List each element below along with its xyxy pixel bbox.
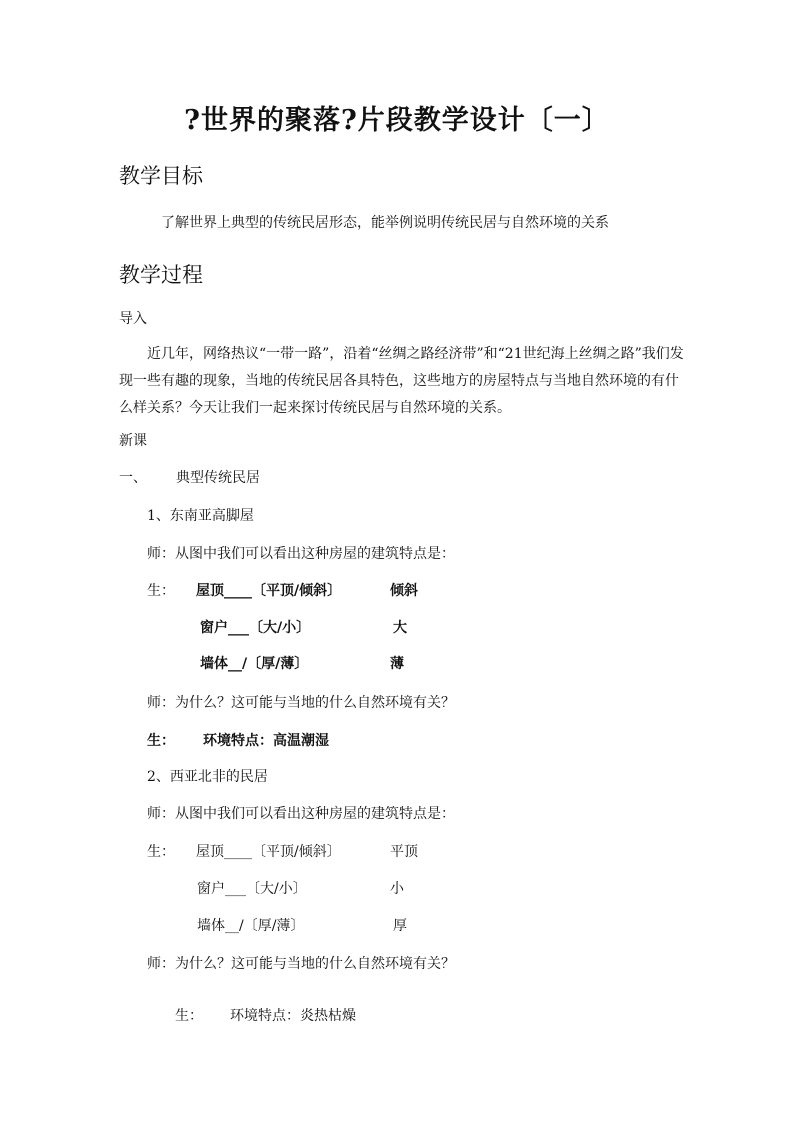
item1-title: 1、东南亚高脚屋 [147, 508, 254, 524]
item2-environment: 环境特点：炎热枯燥 [230, 1008, 356, 1024]
item2-window-answer: 小 [390, 881, 404, 897]
item1-window-label: 窗户___〔大/小〕 [200, 620, 311, 636]
part1-number: 一、 [119, 470, 147, 486]
item2-teacher-question: 师：从图中我们可以看出这种房屋的建筑特点是： [147, 806, 455, 822]
item2-wall-answer: 厚 [393, 918, 407, 934]
item1-roof-answer: 倾斜 [390, 583, 418, 599]
item1-student-label: 生： [147, 583, 175, 599]
item2-student-label-2: 生： [175, 1008, 203, 1024]
item2-roof-answer: 平顶 [390, 844, 418, 860]
item1-teacher-why: 师：为什么？这可能与当地的什么自然环境有关？ [147, 695, 455, 711]
heading-teaching-goals: 教学目标 [119, 164, 203, 188]
intro-paragraph: 近几年，网络热议“一带一路”，沿着“丝绸之路经济带”和“21世纪海上丝绸之路”我们发现一些有趣的现象，当地的传统民居各具特色，这些地方的房屋特点与当地自然环境的有什么样关系？今天让我们一起来探讨传统民居与自然环境的关系。 [119, 346, 684, 416]
document-title: ?世界的聚落?片段教学设计〔一〕 [184, 105, 610, 136]
part1-title: 典型传统民居 [176, 470, 260, 486]
item1-student-label-2: 生： [147, 733, 175, 749]
item2-roof-label: 屋顶____〔平顶/倾斜〕 [196, 844, 341, 860]
item1-teacher-question: 师：从图中我们可以看出这种房屋的建筑特点是： [147, 546, 455, 562]
item2-window-label: 窗户___〔大/小〕 [197, 881, 307, 897]
item2-wall-label: 墙体__/〔厚/薄〕 [197, 918, 305, 934]
item2-student-label: 生： [147, 844, 175, 860]
item1-wall-answer: 薄 [390, 656, 404, 672]
teaching-goals-text: 了解世界上典型的传统民居形态，能举例说明传统民居与自然环境的关系 [161, 215, 609, 231]
new-lesson-label: 新课 [119, 433, 147, 449]
item1-environment: 环境特点：高温潮湿 [203, 733, 329, 749]
item1-wall-label: 墙体__/〔厚/薄〕 [200, 656, 309, 672]
intro-label: 导入 [119, 311, 147, 327]
item2-teacher-why: 师：为什么？这可能与当地的什么自然环境有关？ [147, 956, 455, 972]
heading-teaching-process: 教学过程 [119, 263, 203, 287]
item2-title: 2、西亚北非的民居 [147, 769, 268, 785]
item1-window-answer: 大 [393, 620, 407, 636]
item1-roof-label: 屋顶____〔平顶/倾斜〕 [196, 583, 342, 599]
